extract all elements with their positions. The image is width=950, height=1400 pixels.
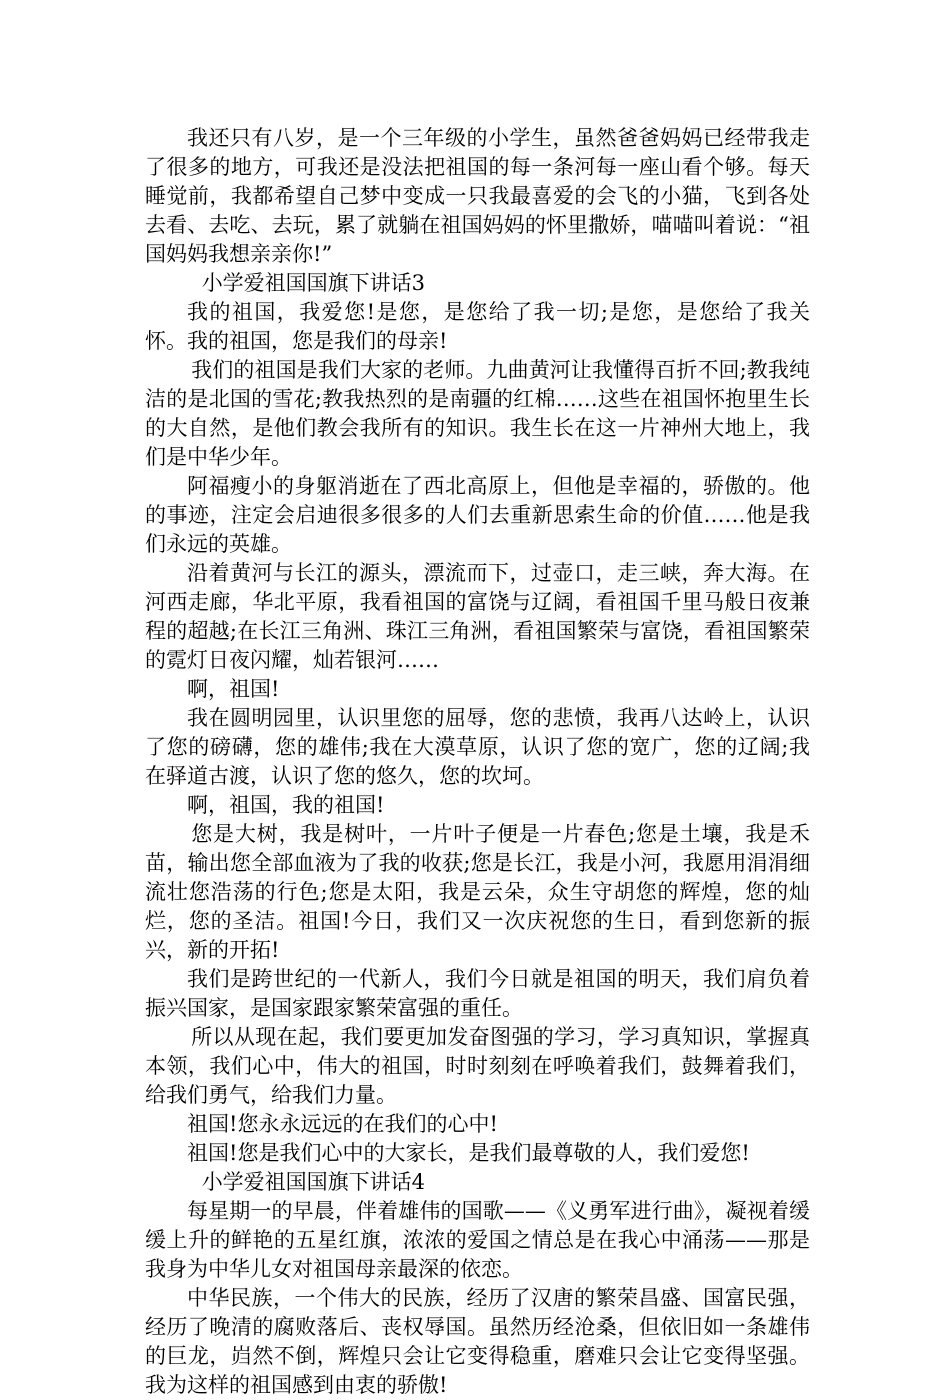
paragraph: 所以从现在起，我们要更加发奋图强的学习，学习真知识，掌握真本领，我们心中，伟大的祖国，时时刻刻在呼唤着我们，鼓舞着我们，给我们勇气，给我们力量。 (145, 1025, 810, 1107)
paragraph: 您是大树，我是树叶，一片叶子便是一片春色;您是土壤，我是禾苗，输出您全部血液为了我的收获;您是长江，我是小河，我愿用涓涓细流壮您浩荡的行色;您是太阳，我是云朵，众生守胡您的辉煌，您的灿烂，您的圣洁。祖国!今日，我们又一次庆祝您的生日，看到您新的振兴，新的开拓! (145, 822, 810, 962)
paragraph: 我还只有八岁，是一个三年级的小学生，虽然爸爸妈妈已经带我走了很多的地方，可我还是没法把祖国的每一条河每一座山看个够。每天睡觉前，我都希望自己梦中变成一只我最喜爱的会飞的小猫，飞到各处去看、去吃、去玩，累了就躺在祖国妈妈的怀里撒娇，喵喵叫着说：“祖国妈妈我想亲亲你!” (145, 126, 810, 266)
paragraph: 我的祖国，我爱您!是您，是您给了我一切;是您，是您给了我关怀。我的祖国，您是我们的母亲! (145, 300, 810, 353)
paragraph: 中华民族，一个伟大的民族，经历了汉唐的繁荣昌盛、国富民强，经历了晚清的腐败落后、丧权辱国。虽然历经沧桑，但依旧如一条雄伟的巨龙，岿然不倒，辉煌只会让它变得稳重，磨难只会让它变得坚强。我为这样的祖国感到由衷的骄傲! (145, 1286, 810, 1397)
paragraph: 我在圆明园里，认识里您的屈辱，您的悲愤，我再八达岭上，认识了您的磅礴，您的雄伟;我在大漠草原，认识了您的宽广，您的辽阔;我在驿道古渡，认识了您的悠久，您的坎坷。 (145, 706, 810, 788)
paragraph: 我们是跨世纪的一代新人，我们今日就是祖国的明天，我们肩负着振兴国家，是国家跟家繁荣富强的重任。 (145, 967, 810, 1020)
section-heading: 小学爱祖国国旗下讲话3 (201, 271, 426, 295)
paragraph: 啊，祖国，我的祖国! (187, 793, 385, 817)
paragraph: 我们的祖国是我们大家的老师。九曲黄河让我懂得百折不回;教我纯洁的是北国的雪花;教我热烈的是南疆的红棉……这些在祖国怀抱里生长的大自然，是他们教会我所有的知识。我生长在这一片神州大地上，我们是中华少年。 (145, 358, 810, 469)
paragraph: 沿着黄河与长江的源头，漂流而下，过壶口，走三峡，奔大海。在河西走廊，华北平原，我看祖国的富饶与辽阔，看祖国千里马般日夜兼程的超越;在长江三角洲、珠江三角洲，看祖国繁荣与富饶，看祖国繁荣的霓灯日夜闪耀，灿若银河…… (145, 561, 810, 672)
paragraph: 每星期一的早晨，伴着雄伟的国歌——《义勇军进行曲》，凝视着缓缓上升的鲜艳的五星红旗，浓浓的爱国之情总是在我心中涌荡——那是我身为中华儿女对祖国母亲最深的依恋。 (145, 1199, 810, 1281)
paragraph: 阿福瘦小的身躯消逝在了西北高原上，但他是幸福的，骄傲的。他的事迹，注定会启迪很多很多的人们去重新思索生命的价值……他是我们永远的英雄。 (145, 474, 810, 556)
paragraph: 祖国!您是我们心中的大家长，是我们最尊敬的人，我们爱您! (187, 1141, 750, 1165)
document-page (145, 124, 810, 1400)
section-heading: 小学爱祖国国旗下讲话4 (201, 1170, 426, 1194)
paragraph: 啊，祖国! (187, 677, 280, 701)
paragraph: 祖国!您永永远远的在我们的心中! (187, 1112, 498, 1136)
